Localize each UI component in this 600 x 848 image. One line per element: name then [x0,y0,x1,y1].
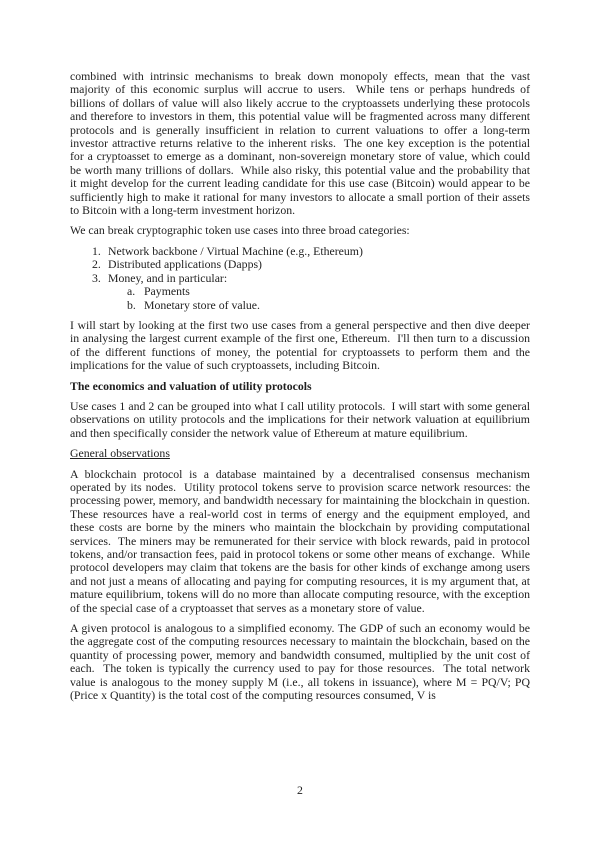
sublist-marker: b. [127,297,136,312]
sublist-item-text: Monetary store of value. [144,297,260,312]
list-item-money [92,272,530,285]
paragraph-simplified-economy: A given protocol is analogous to a simplified economy. The GDP of such an economy would be the aggregate cost of the computing resources necessary to maintain the blockchain, based on the quantity of processing power, memory and bandwidth consumed, multiplied by the unit cost of each. The token is typically the currency used to pay for those resources. The total network value is analogous to the money supply M (i.e., all tokens in issuance), where M = PQ/V; PQ (Price x Quantity) is the total cost of the computing resources consumed, V is [70,621,533,703]
section-heading-economics-valuation: The economics and valuation of utility protocols [70,378,312,393]
sublist-item-payments [127,285,530,298]
list-item-network-backbone [92,245,530,258]
subsection-heading-general-observations: General observations [70,446,170,461]
list-item-text: Money, and in particular: [108,270,228,285]
sublist-item-text: Payments [144,284,190,299]
numbered-list [70,245,530,312]
sublist-marker: a. [127,284,136,299]
list-item-text: Network backbone / Virtual Machine (e.g., Ethereum) [108,243,363,258]
paragraph-utility-protocols: Use cases 1 and 2 can be grouped into what I call utility protocols. I will start with some general observations on utility protocols and the implications for their network valuation at equilibrium and then specifically consider the network value of Ethereum at mature equilibrium. [70,398,533,440]
list-marker: 2. [92,257,101,272]
list-marker: 1. [92,243,101,258]
list-item-dapps [92,258,530,271]
paragraph-categories-intro: We can break cryptographic token use cases into three broad categories: [70,223,410,238]
sublist-item-store-of-value [127,299,530,312]
paragraph-roadmap: I will start by looking at the first two use cases from a general perspective and then dive deeper in analysing the largest current example of the first one, Ethereum. I'll then turn to a discussion of the different functions of money, the potential for cryptoassets to perform them and the implications for the value of such cryptoassets, including Bitcoin. [70,317,533,373]
paragraph-continuation: combined with intrinsic mechanisms to break down monopoly effects, mean that the vast majority of this economic surplus will accrue to users. While tens or perhaps hundreds of billions of dollars of value will also likely accrue to the cryptoassets underlying these protocols and therefore to investors in them, this potential value will be fragmented across many different protocols and is generally insufficient in relation to current valuations to offer a long-term investor attractive returns relative to the inherent risks. The one key exception is the potential for a cryptoasset to emerge as a dominant, non-sovereign monetary store of value, which could be worth many trillions of dollars. While also risky, this potential value and the probability that it might develop for the current leading candidate for this use case (Bitcoin) would appear to be sufficiently high to make it rational for many investors to allocate a small portion of their assets to Bitcoin with a long-term investment horizon. [70,69,533,218]
page-number: 2 [297,783,303,797]
list-item-text: Distributed applications (Dapps) [108,257,262,272]
list-marker: 3. [92,270,101,285]
paragraph-blockchain-protocol: A blockchain protocol is a database maintained by a decentralised consensus mechanism operated by its nodes. Utility protocol tokens serve to provision scarce network resources: the processing power, memory, and bandwidth necessary for maintaining the blockchain in question. These resources have a real-world cost in terms of energy and the equipment employed, and these costs are borne by the miners who maintain the blockchain by providing computational services. The miners may be remunerated for their service with block rewards, paid in protocol tokens, and/or transaction fees, paid in protocol tokens or some other means of exchange. While protocol developers may claim that tokens are the basis for other kinds of exchange among users and not just a means of allocating and paying for computing resources, it is my argument that, at mature equilibrium, tokens will do no more than allocate computing resource, with the exception of the special case of a cryptoasset that serves as a monetary store of value. [70,466,536,615]
